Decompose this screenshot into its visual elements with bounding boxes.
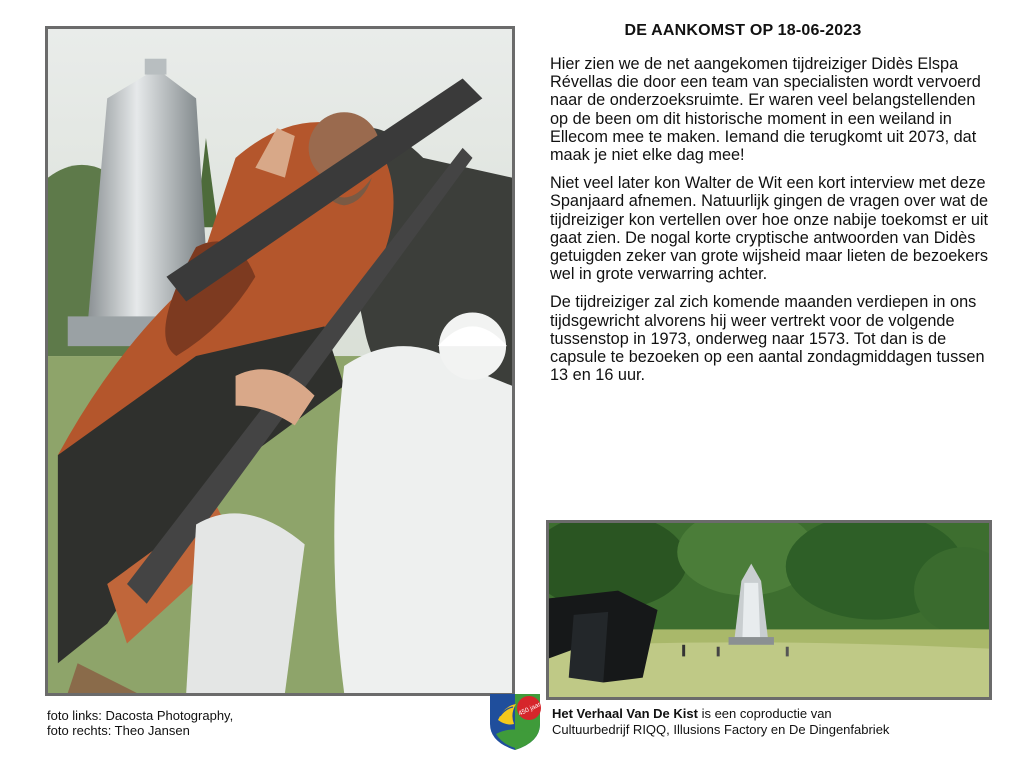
photo-time-traveler-carried bbox=[45, 26, 515, 696]
article-paragraph: Niet veel later kon Walter de Wit een kort interview met deze Spanjaard afnemen. Natuurlijk gingen de vragen over wat de tijdreiziger kon vertellen over hoe onze nabije toekomst er uit gaat zien. De nogal korte cryptische antwoorden van Didès getuigden zeker van grote wijsheid maar lieten de bezoekers wel in grote verwarring achter. bbox=[550, 174, 989, 284]
svg-text:450 jaar: 450 jaar bbox=[517, 701, 542, 718]
production-name: Het Verhaal Van De Kist bbox=[552, 706, 698, 721]
article-body bbox=[550, 55, 995, 394]
photo-credit-right: foto rechts: Theo Jansen bbox=[47, 723, 190, 738]
photo-capsule-in-meadow bbox=[546, 520, 992, 700]
footer-line-2: Cultuurbedrijf RIQQ, Illusions Factory en De Dingenfabriek bbox=[552, 722, 890, 737]
article-paragraph: Hier zien we de net aangekomen tijdreiziger Didès Elspa Révellas die door een team van specialisten wordt vervoerd naar de onderzoeksruimte. Er waren veel belangstellenden op de been om dit historische moment in een weiland in Ellecom mee te maken. Iemand die terugkomt uit 2073, dat maak je niet elke dag mee! bbox=[550, 55, 981, 165]
photo-credits bbox=[47, 708, 233, 738]
shield-logo bbox=[486, 690, 544, 752]
photo-credit-left: foto links: Dacosta Photography, bbox=[47, 708, 234, 723]
footer-line-1 bbox=[552, 706, 889, 722]
footer-line-1-rest: is een coproductie van bbox=[697, 706, 832, 721]
article-title: DE AANKOMST OP 18-06-2023 bbox=[624, 22, 862, 39]
article-paragraph: De tijdreiziger zal zich komende maanden verdiepen in ons tijdsgewricht alvorens hij weer vertrekt voor de volgende tussenstop in 1973, onderweg naar 1573. Tot dan is de capsule te bezoeken op een aantal zondagmiddagen tussen 13 en 16 uur. bbox=[550, 293, 985, 385]
footer-coproduction bbox=[552, 706, 889, 738]
